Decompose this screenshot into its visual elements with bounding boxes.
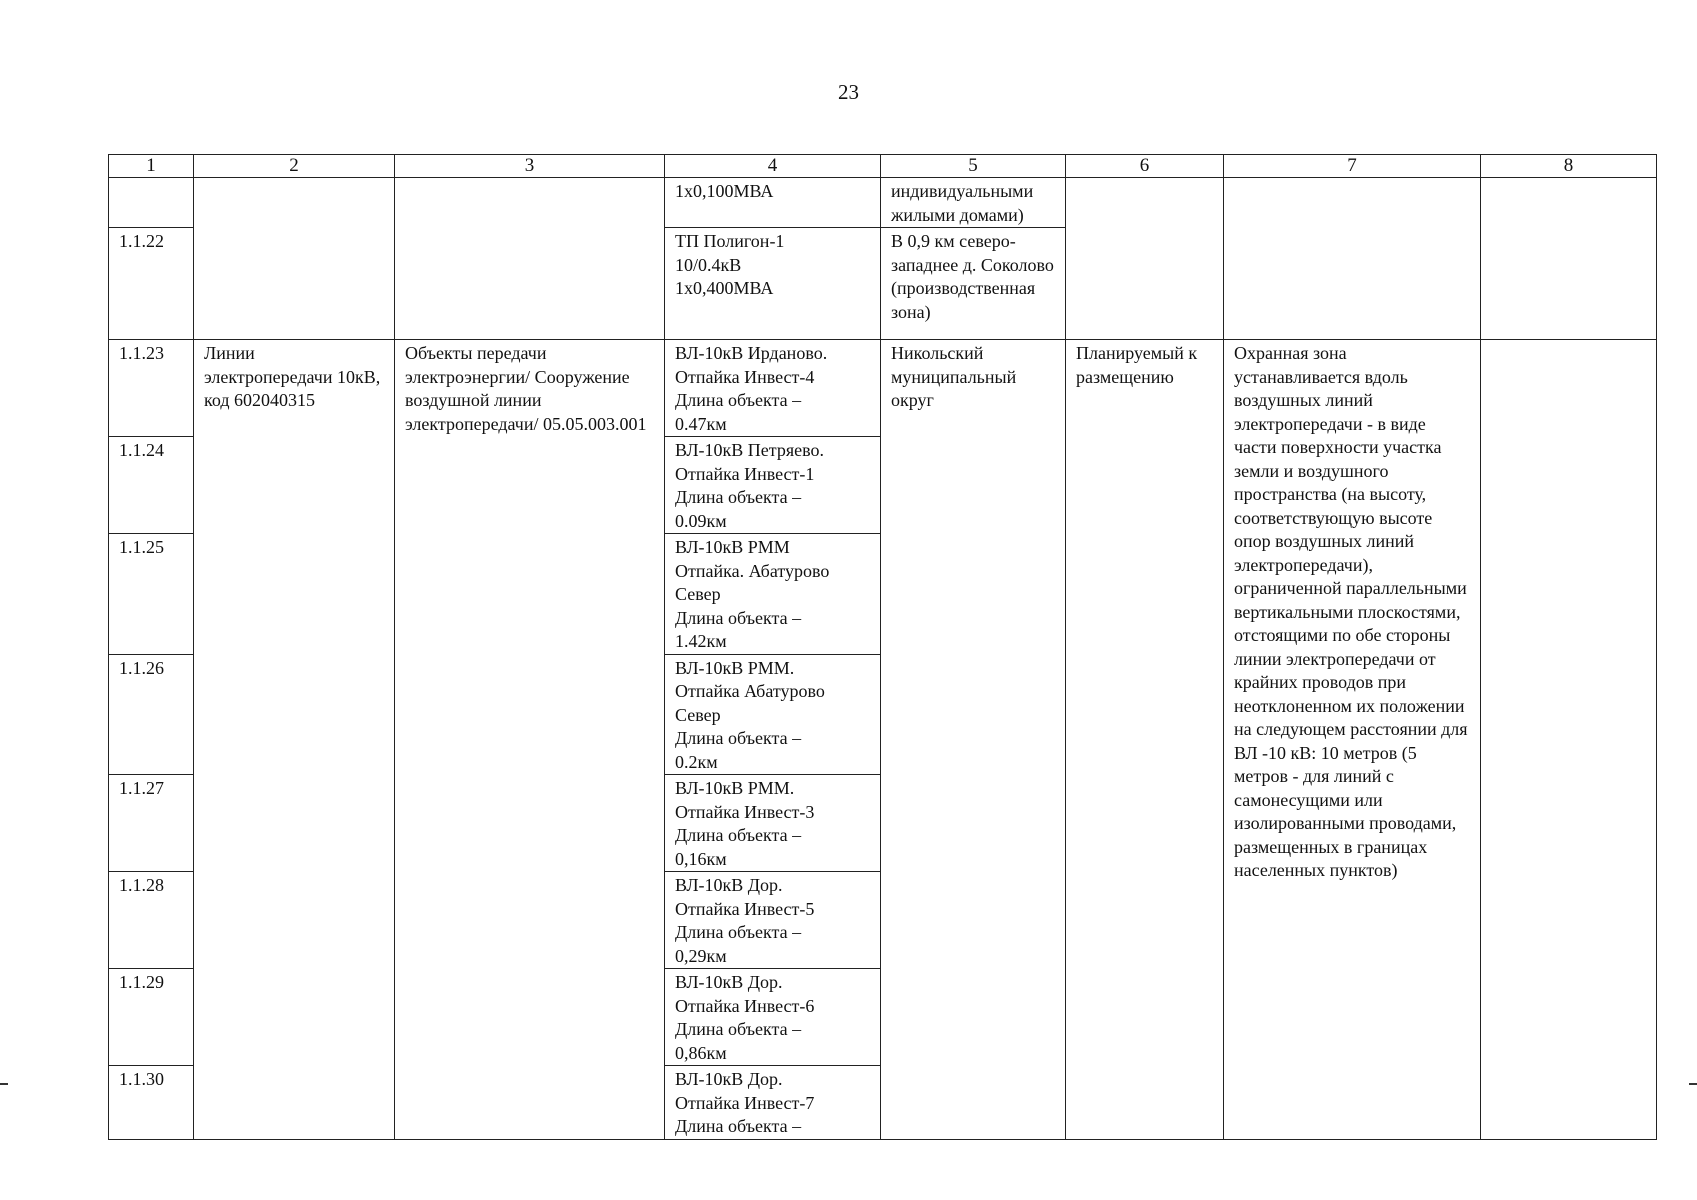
margin-mark-right (1689, 1083, 1697, 1085)
object-cell: ВЛ-10кВ Дор. Отпайка Инвест-6 Длина объекта – 0,86км (665, 969, 881, 1066)
empty-cell (1481, 178, 1657, 340)
row-number: 1.1.24 (109, 437, 194, 534)
col-header-1: 1 (109, 155, 194, 178)
empty-cell (395, 178, 665, 340)
page-number: 23 (838, 80, 859, 104)
row-number: 1.1.29 (109, 969, 194, 1066)
object-cell: 1x0,100МВА (665, 178, 881, 228)
row-number: 1.1.23 (109, 340, 194, 437)
object-cell: ВЛ-10кВ Ирданово. Отпайка Инвест-4 Длина объекта – 0.47км (665, 340, 881, 437)
object-cell: ВЛ-10кВ РММ Отпайка. Абатурово Север Длина объекта – 1.42км (665, 534, 881, 655)
object-cell: ВЛ-10кВ Дор. Отпайка Инвест-5 Длина объекта – 0,29км (665, 872, 881, 969)
row-number: 1.1.30 (109, 1066, 194, 1140)
col-header-4: 4 (665, 155, 881, 178)
row-number (109, 178, 194, 228)
zone-description-cell: Охранная зона устанавливается вдоль воздушных линий электропередачи - в виде части поверхности участка земли и воздушного пространства (на высоту, соответствующую высоте опор воздушных линий электропередачи), ограниченной параллельными вертикальными плоскостями, отстоящими по обе стороны линии электропередачи от крайних проводов при неотклоненном их положении на следующем расстоянии для ВЛ -10 кВ: 10 метров (5 метров - для линий с самонесущими или изолированными проводами, размещенных в границах населенных пунктов) (1224, 340, 1481, 1140)
location-cell: Никольский муниципальный округ (881, 340, 1066, 1140)
row-number: 1.1.27 (109, 775, 194, 872)
col-header-7: 7 (1224, 155, 1481, 178)
col-header-5: 5 (881, 155, 1066, 178)
row-number: 1.1.26 (109, 654, 194, 775)
empty-cell (1481, 340, 1657, 1140)
status-cell: Планируемый к размещению (1066, 340, 1224, 1140)
empty-cell (1224, 178, 1481, 340)
col-header-2: 2 (194, 155, 395, 178)
empty-cell (194, 178, 395, 340)
col-header-3: 3 (395, 155, 665, 178)
object-cell: ТП Полигон-1 10/0.4кВ 1x0,400МВА (665, 228, 881, 340)
row-number: 1.1.28 (109, 872, 194, 969)
location-cell: В 0,9 км северо-западнее д. Соколово (производственная зона) (881, 228, 1066, 340)
header-row (109, 155, 1657, 178)
table-row (109, 178, 1657, 228)
empty-cell (1066, 178, 1224, 340)
margin-mark-left (0, 1083, 8, 1085)
row-number: 1.1.22 (109, 228, 194, 340)
object-type-cell: Линии электропередачи 10кВ, код 602040315 (194, 340, 395, 1140)
object-cell: ВЛ-10кВ РММ. Отпайка Инвест-3 Длина объекта – 0,16км (665, 775, 881, 872)
col-header-8: 8 (1481, 155, 1657, 178)
object-cell: ВЛ-10кВ РММ. Отпайка Абатурово Север Длина объекта – 0.2км (665, 654, 881, 775)
col-header-6: 6 (1066, 155, 1224, 178)
table-row (109, 340, 1657, 437)
object-cell: ВЛ-10кВ Петряево. Отпайка Инвест-1 Длина объекта – 0.09км (665, 437, 881, 534)
object-cell: ВЛ-10кВ Дор. Отпайка Инвест-7 Длина объекта – (665, 1066, 881, 1140)
row-number: 1.1.25 (109, 534, 194, 655)
object-purpose-cell: Объекты передачи электроэнергии/ Сооружение воздушной линии электропередачи/ 05.05.003.001 (395, 340, 665, 1140)
register-table (108, 154, 1657, 1140)
location-cell: индивидуальными жилыми домами) (881, 178, 1066, 228)
